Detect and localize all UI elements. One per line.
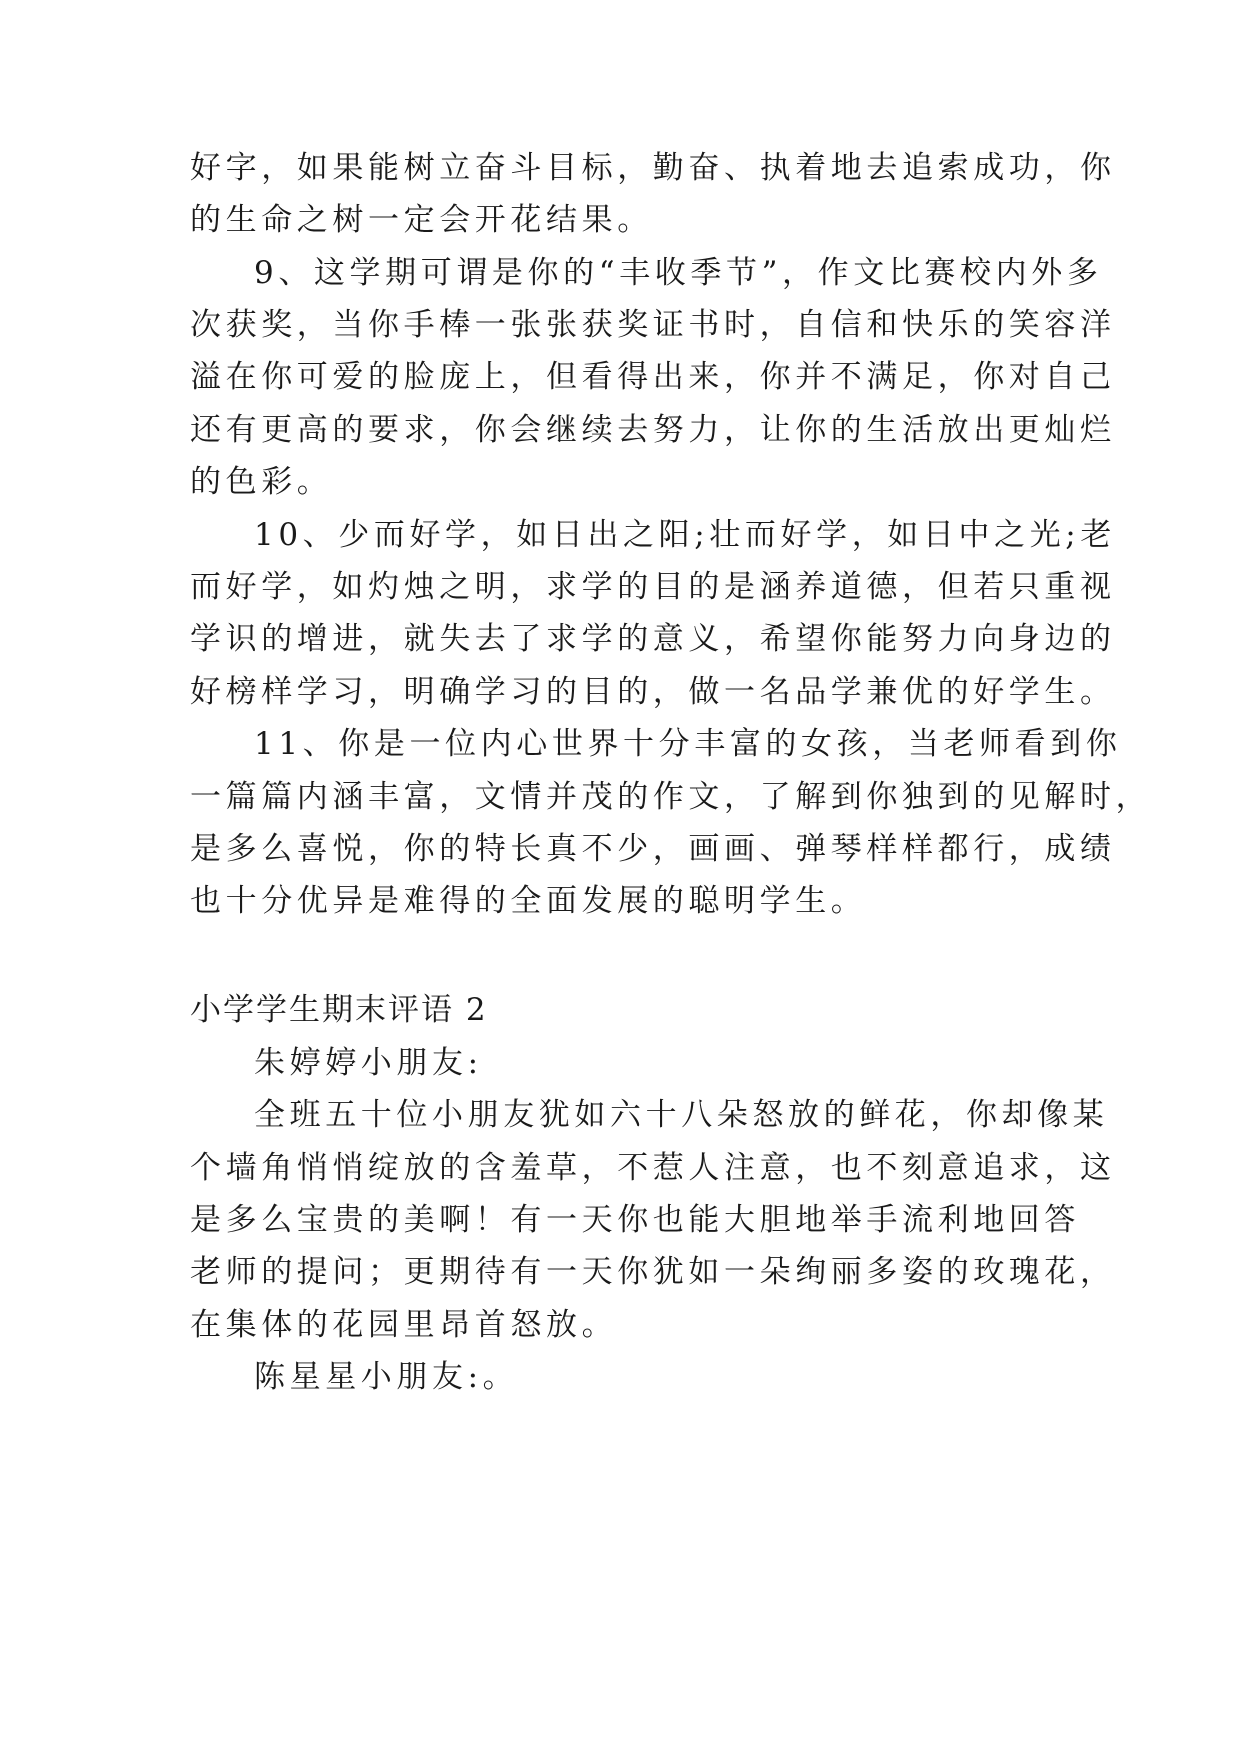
paragraph-line: 老师的提问；更期待有一天你犹如一朵绚丽多姿的玫瑰花， bbox=[190, 1254, 1116, 1290]
paragraph-line: 溢在你可爱的脸庞上，但看得出来，你并不满足，你对自己 bbox=[190, 359, 1116, 395]
paragraph-line: 是多么喜悦，你的特长真不少，画画、弹琴样样都行，成绩 bbox=[190, 831, 1116, 867]
paragraph-line: 好字，如果能树立奋斗目标，勤奋、执着地去追索成功，你 bbox=[190, 150, 1116, 186]
paragraph-line: 全班五十位小朋友犹如六十八朵怒放的鲜花，你却像某 bbox=[254, 1097, 1109, 1133]
paragraph-line: 的色彩。 bbox=[190, 464, 333, 500]
paragraph-line: 11、你是一位内心世界十分丰富的女孩，当老师看到你 bbox=[254, 726, 1122, 762]
paragraph-line: 也十分优异是难得的全面发展的聪明学生。 bbox=[190, 883, 867, 919]
paragraph-line: 10、少而好学，如日出之阳;壮而好学，如日中之光;老 bbox=[254, 517, 1116, 553]
paragraph-line: 一篇篇内涵丰富，文情并茂的作文，了解到你独到的见解时， bbox=[190, 779, 1152, 815]
salutation: 陈星星小朋友:。 bbox=[254, 1359, 519, 1395]
paragraph-line: 个墙角悄悄绽放的含羞草，不惹人注意，也不刻意追求，这 bbox=[190, 1150, 1116, 1186]
paragraph-line: 的生命之树一定会开花结果。 bbox=[190, 202, 653, 238]
section-heading: 小学学生期末评语 2 bbox=[190, 992, 488, 1028]
paragraph-line: 在集体的花园里昂首怒放。 bbox=[190, 1307, 618, 1343]
paragraph-line: 9、这学期可谓是你的“丰收季节”，作文比赛校内外多 bbox=[254, 255, 1103, 291]
paragraph-line: 好榜样学习，明确学习的目的，做一名品学兼优的好学生。 bbox=[190, 674, 1116, 710]
paragraph-line: 是多么宝贵的美啊！有一天你也能大胆地举手流利地回答 bbox=[190, 1202, 1080, 1238]
paragraph-line: 而好学，如灼烛之明，求学的目的是涵养道德，但若只重视 bbox=[190, 569, 1116, 605]
paragraph-line: 学识的增进，就失去了求学的意义，希望你能努力向身边的 bbox=[190, 621, 1116, 657]
paragraph-line: 次获奖，当你手棒一张张获奖证书时，自信和快乐的笑容洋 bbox=[190, 307, 1116, 343]
paragraph-line: 还有更高的要求，你会继续去努力，让你的生活放出更灿烂 bbox=[190, 412, 1116, 448]
salutation: 朱婷婷小朋友: bbox=[254, 1045, 483, 1081]
